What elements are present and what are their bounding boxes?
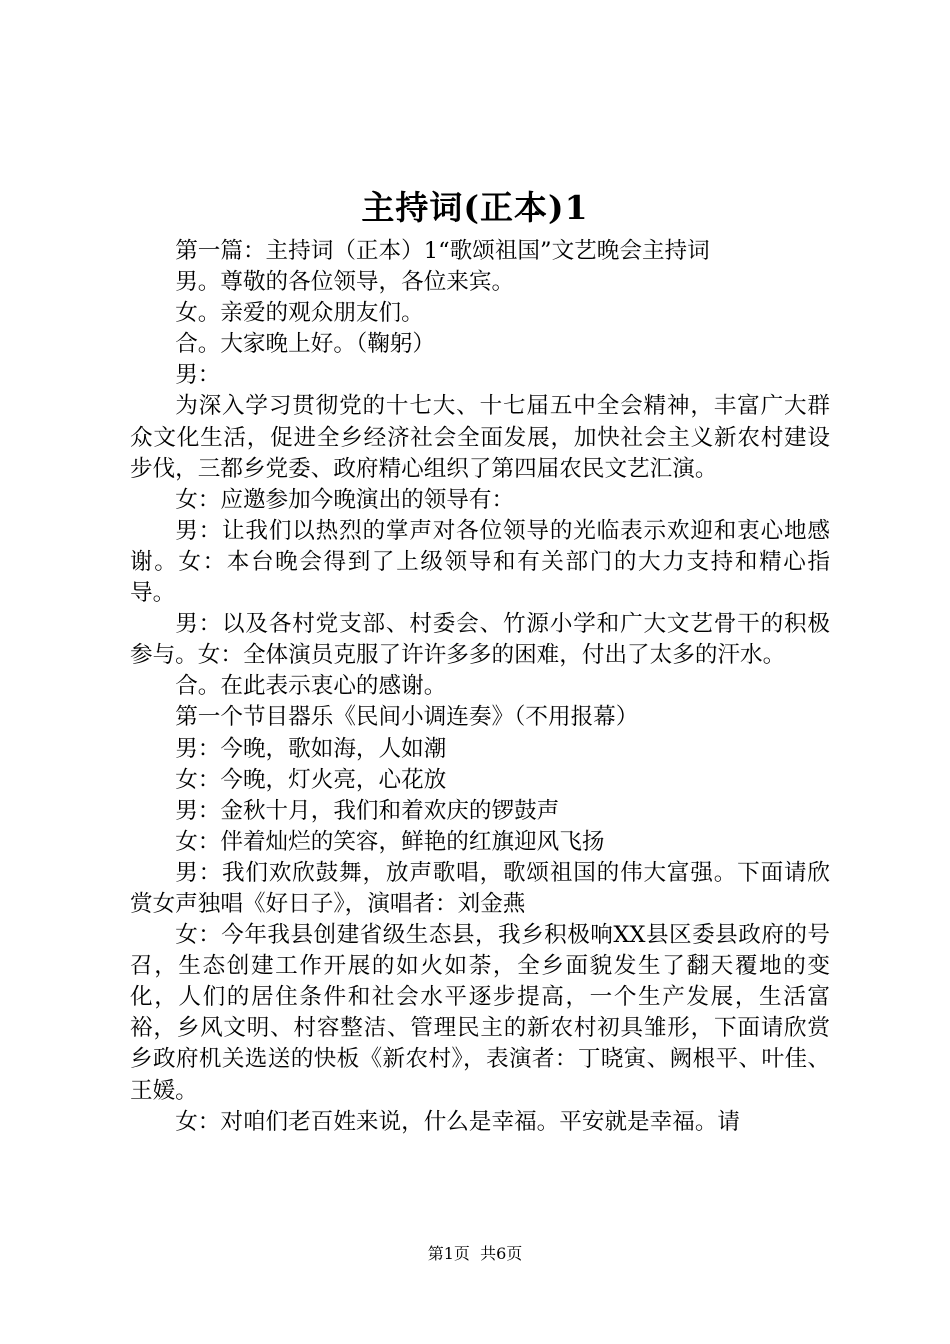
paragraph: 合。大家晚上好。（鞠躬） <box>175 331 436 358</box>
page-total: 共6页 <box>480 1244 523 1263</box>
paragraph: 为深入学习贯彻党的十七大、十七届五中全会精神，丰富广大群众文化生活，促进全乡经济社会全面发展，加快社会主义新农村建设步伐，三都乡党委、政府精心组织了第四届农民文艺汇演。 <box>130 393 830 482</box>
paragraph: 女：今晚，灯火亮，心花放 <box>175 766 447 793</box>
paragraph: 男：让我们以热烈的掌声对各位领导的光临表示欢迎和衷心地感谢。女：本台晚会得到了上级领导和有关部门的大力支持和精心指导。 <box>130 517 830 607</box>
paragraph: 男：金秋十月，我们和着欢庆的锣鼓声 <box>175 797 560 824</box>
paragraph: 女。亲爱的观众朋友们。 <box>175 300 424 327</box>
paragraph: 女：今年我县创建省级生态县，我乡积极响XX县区委县政府的号召，生态创建工作开展的如火如荼，全乡面貌发生了翻天覆地的变化，人们的居住条件和社会水平逐步提高，一个生产发展，生活富裕，乡风文明、村容整洁、管理民主的新农村初具雏形，下面请欣赏乡政府机关选送的快板《新农村》，表演者：丁晓寅、阙根平、叶佳、王媛。 <box>130 922 830 1104</box>
paragraph: 女：伴着灿烂的笑容，鲜艳的红旗迎风飞扬 <box>175 828 605 855</box>
paragraph: 女：对咱们老百姓来说，什么是幸福。平安就是幸福。请 <box>175 1108 741 1135</box>
paragraph: 男：我们欢欣鼓舞，放声歌唱，歌颂祖国的伟大富强。下面请欣赏女声独唱《好日子》，演唱者：刘金燕 <box>130 859 830 917</box>
paragraph: 男： <box>175 362 221 389</box>
paragraph: 男。尊敬的各位领导，各位来宾。 <box>175 269 515 296</box>
page-footer <box>0 1243 950 1265</box>
paragraph: 男：以及各村党支部、村委会、竹源小学和广大文艺骨干的积极参与。女：全体演员克服了许许多多的困难，付出了太多的汗水。 <box>130 611 830 669</box>
page-number: 第1页 <box>427 1244 470 1263</box>
paragraph: 第一篇：主持词（正本）1“歌颂祖国”文艺晚会主持词 <box>175 238 710 264</box>
paragraph: 女：应邀参加今晚演出的领导有： <box>175 486 515 513</box>
document-title: 主持词(正本)1 <box>361 188 589 227</box>
paragraph: 合。在此表示衷心的感谢。 <box>175 673 447 700</box>
document-body <box>130 236 830 1138</box>
paragraph: 男：今晚，歌如海，人如潮 <box>175 735 447 762</box>
paragraph: 第一个节目器乐《民间小调连奏》（不用报幕） <box>175 704 639 731</box>
